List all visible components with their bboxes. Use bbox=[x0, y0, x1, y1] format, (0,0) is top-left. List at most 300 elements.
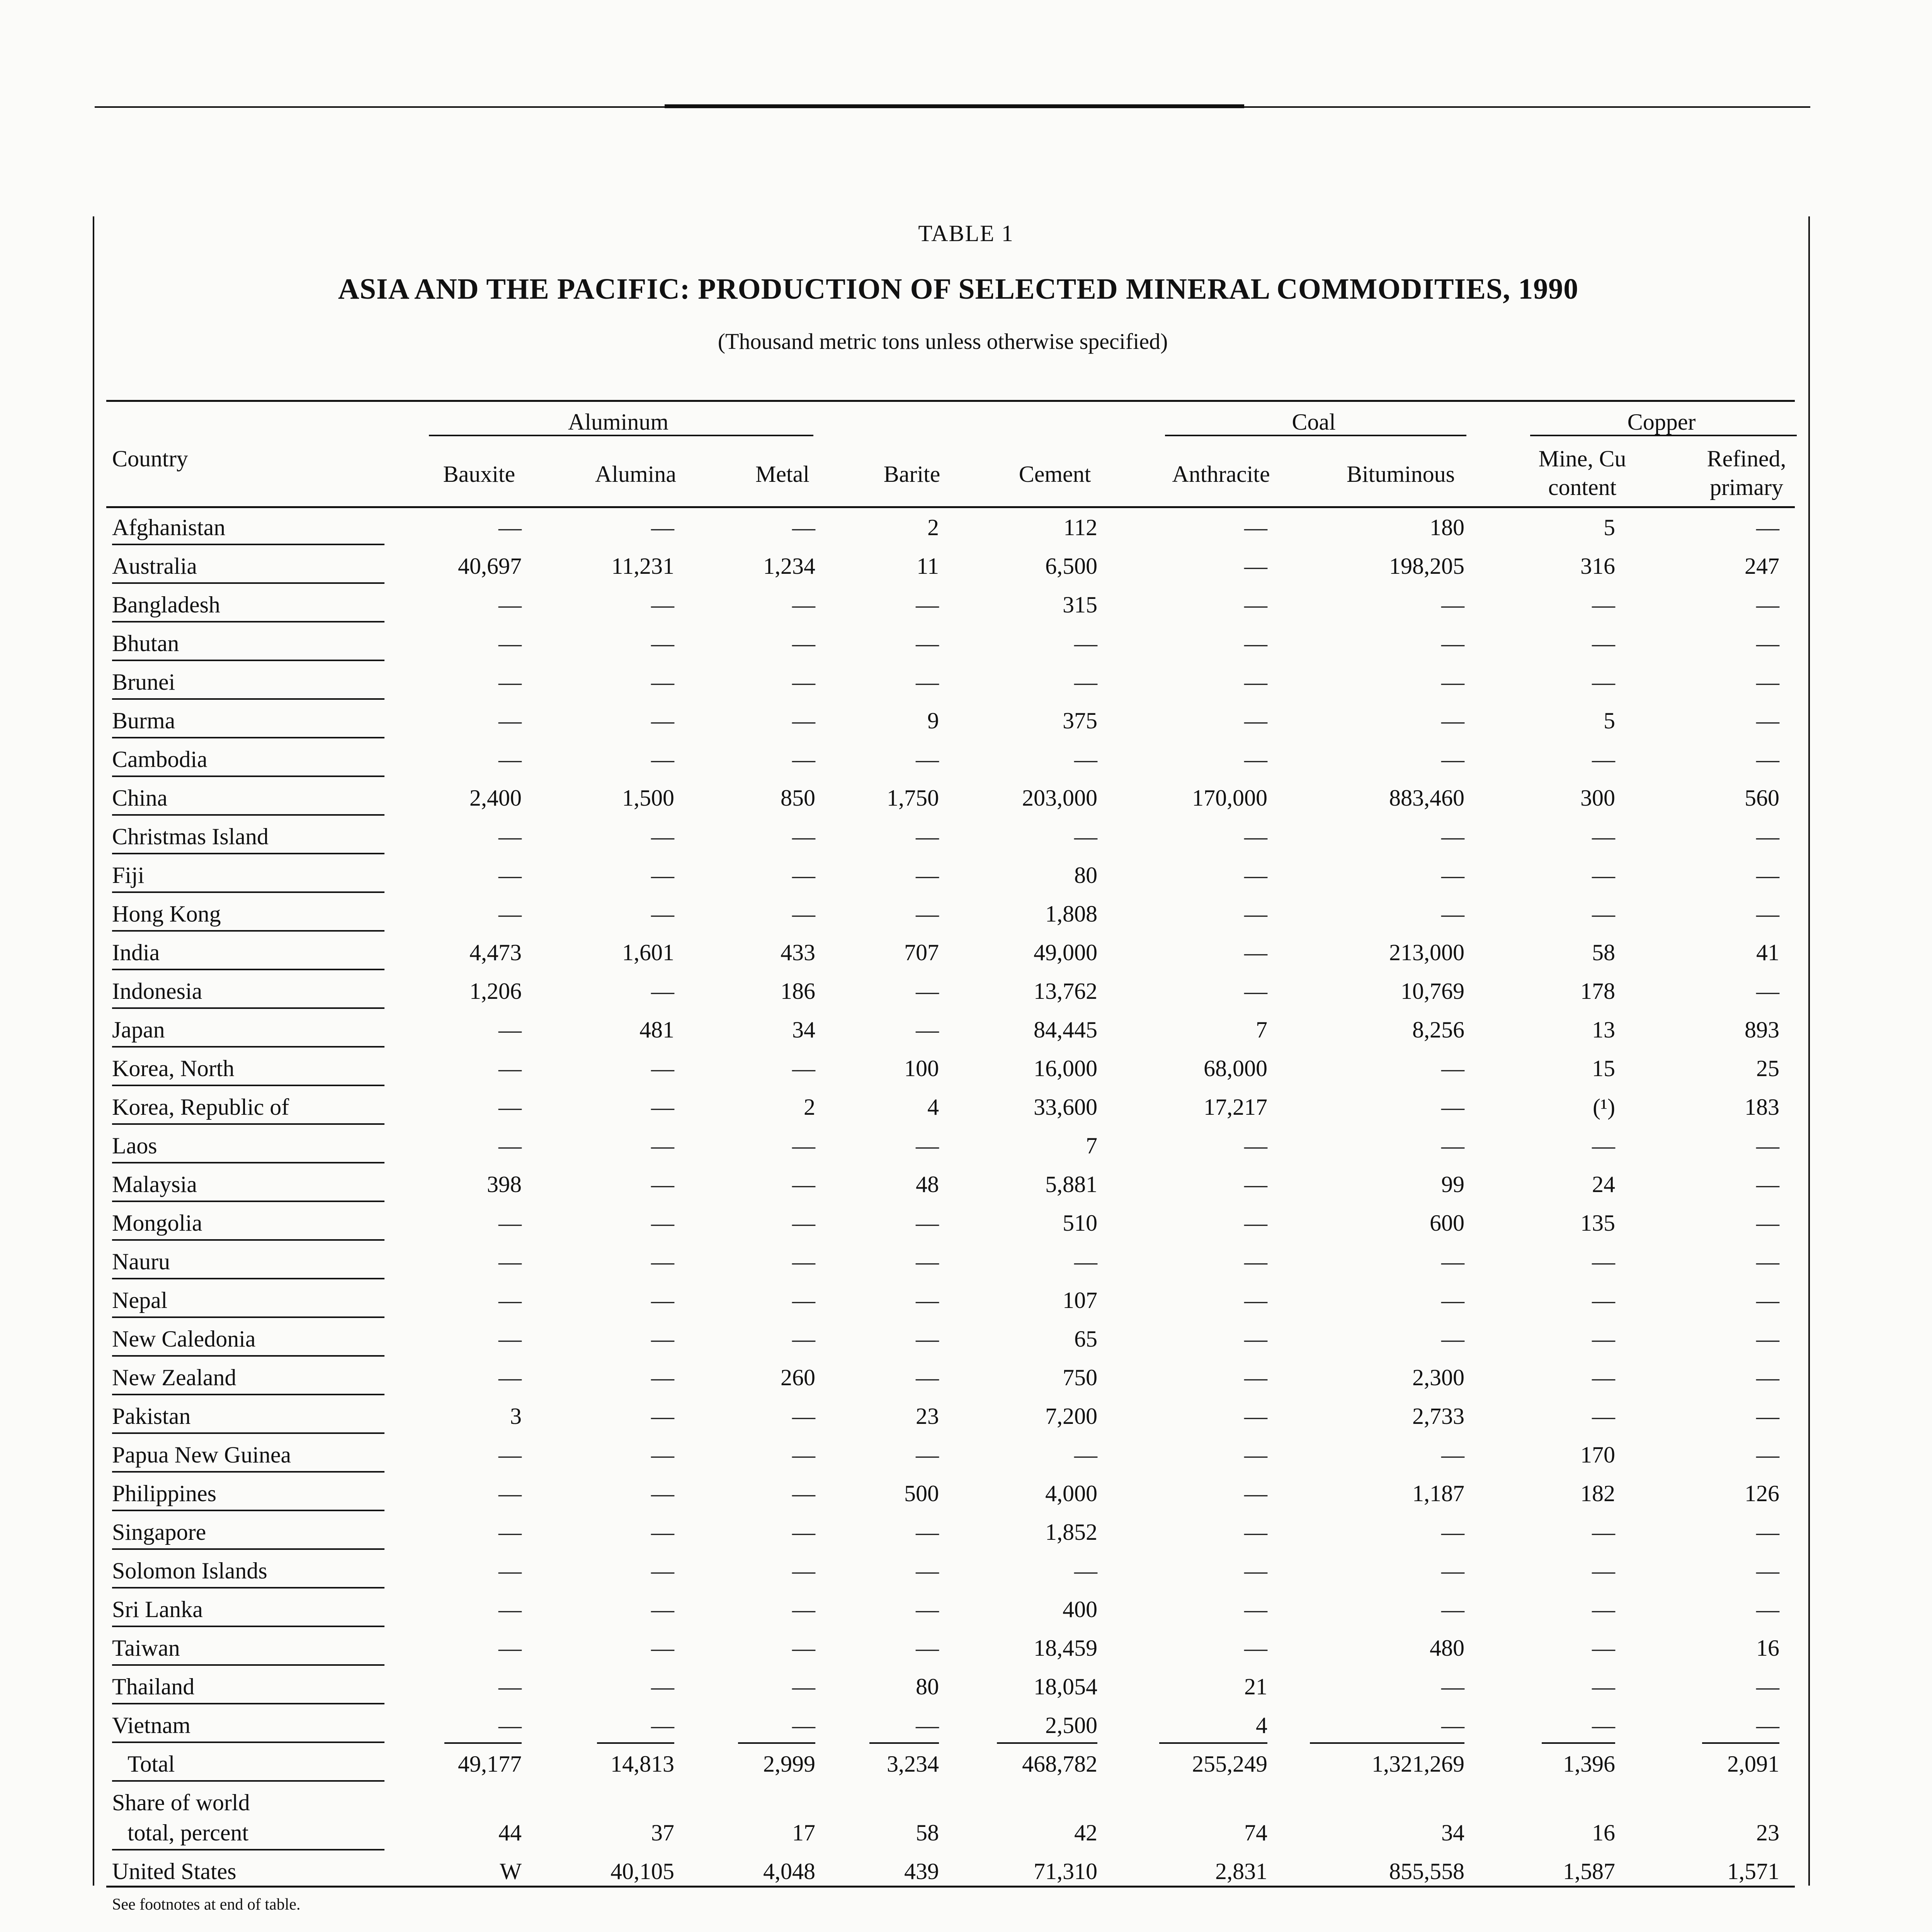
table-row-cell: — bbox=[916, 1133, 939, 1158]
table-row-cell: 84,445 bbox=[1034, 1017, 1097, 1043]
table-row-cell: — bbox=[1441, 1674, 1464, 1699]
table-row-cell: 40,697 bbox=[458, 553, 522, 579]
table-row-cell: 198,205 bbox=[1389, 553, 1464, 579]
country-underline bbox=[112, 1239, 384, 1241]
country-underline bbox=[112, 698, 384, 700]
table-row-cell: — bbox=[651, 824, 674, 849]
table-label: TABLE 1 bbox=[918, 221, 1014, 246]
country-name: Vietnam bbox=[112, 1713, 190, 1738]
table-row-cell: — bbox=[1244, 553, 1267, 579]
table-row-cell: 13 bbox=[1592, 1017, 1615, 1043]
table-row-cell: — bbox=[1441, 1442, 1464, 1468]
table-row-cell: — bbox=[916, 1249, 939, 1274]
table-row-cell: — bbox=[498, 1365, 522, 1390]
table-row-cell: 4 bbox=[1256, 1713, 1267, 1738]
table-row-cell: — bbox=[916, 1519, 939, 1545]
country-underline bbox=[112, 1123, 384, 1125]
table-row-cell: — bbox=[792, 1326, 815, 1352]
table-row-cell: 260 bbox=[781, 1365, 815, 1390]
country-name: Pakistan bbox=[112, 1403, 191, 1429]
table-row-cell: — bbox=[1244, 940, 1267, 965]
share-row-cell: 37 bbox=[651, 1820, 674, 1845]
table-row-cell: 65 bbox=[1074, 1326, 1097, 1352]
table-row-cell: 18,054 bbox=[1034, 1674, 1097, 1699]
table-row-cell: 707 bbox=[904, 940, 939, 965]
table-row-cell: — bbox=[1592, 862, 1615, 888]
table-row-cell: — bbox=[1244, 515, 1267, 540]
table-row-cell: 5,881 bbox=[1045, 1172, 1097, 1197]
total-rule bbox=[597, 1742, 674, 1744]
table-row-cell: 180 bbox=[1430, 515, 1464, 540]
table-row-cell: — bbox=[651, 1635, 674, 1661]
table-row-cell: — bbox=[651, 1558, 674, 1583]
table-row-cell: — bbox=[1756, 1597, 1779, 1622]
table-row-cell: — bbox=[1244, 1365, 1267, 1390]
group-header-coal: Coal bbox=[1292, 409, 1336, 435]
table-row-cell: — bbox=[651, 1210, 674, 1236]
table-row-cell: — bbox=[498, 1674, 522, 1699]
table-row-cell: — bbox=[792, 1442, 815, 1468]
country-underline bbox=[112, 1432, 384, 1434]
table-row-cell: — bbox=[792, 592, 815, 617]
table-row-cell: — bbox=[651, 1287, 674, 1313]
table-row-cell: 170,000 bbox=[1192, 785, 1267, 811]
country-name: Thailand bbox=[112, 1674, 195, 1699]
table-row-cell: — bbox=[1441, 1094, 1464, 1120]
table-row-cell: — bbox=[498, 1519, 522, 1545]
country-name: Nauru bbox=[112, 1249, 170, 1274]
country-underline bbox=[112, 1201, 384, 1202]
table-row-cell: — bbox=[1244, 1442, 1267, 1468]
table-row-cell: — bbox=[916, 1635, 939, 1661]
table-row-cell: — bbox=[1441, 592, 1464, 617]
table-row-cell: — bbox=[1441, 747, 1464, 772]
united-states-label: United States bbox=[112, 1859, 236, 1884]
table-row-cell: 182 bbox=[1580, 1481, 1615, 1506]
country-underline bbox=[112, 544, 384, 545]
table-row-cell: 126 bbox=[1745, 1481, 1779, 1506]
table-row-cell: — bbox=[1441, 1326, 1464, 1352]
table-row-cell: — bbox=[916, 978, 939, 1004]
table-row-cell: — bbox=[1441, 1519, 1464, 1545]
table-row-cell: — bbox=[1592, 592, 1615, 617]
table-row-cell: — bbox=[1756, 1403, 1779, 1429]
table-row-cell: — bbox=[916, 669, 939, 695]
table-row-cell: — bbox=[916, 1597, 939, 1622]
table-row-cell: — bbox=[651, 1326, 674, 1352]
table-footnote: See footnotes at end of table. bbox=[112, 1896, 301, 1913]
table-row-cell: 1,234 bbox=[763, 553, 815, 579]
table-row-cell: — bbox=[498, 1713, 522, 1738]
table-row-cell: — bbox=[1756, 592, 1779, 617]
column-header-alumina: Alumina bbox=[595, 461, 676, 487]
table-row-cell: — bbox=[1592, 1249, 1615, 1274]
country-name: India bbox=[112, 940, 160, 965]
country-name: Laos bbox=[112, 1133, 157, 1158]
table-row-cell: — bbox=[651, 515, 674, 540]
table-row-cell: — bbox=[1244, 1597, 1267, 1622]
share-label-line1: Share of world bbox=[112, 1790, 250, 1815]
table-row-cell: — bbox=[498, 1249, 522, 1274]
column-header-copper-refined bbox=[1707, 444, 1786, 502]
table-row-cell: 750 bbox=[1063, 1365, 1097, 1390]
column-header-barite: Barite bbox=[883, 461, 940, 487]
table-row-cell: — bbox=[1244, 1210, 1267, 1236]
table-row-cell: — bbox=[651, 1249, 674, 1274]
table-row-cell: 2,500 bbox=[1045, 1713, 1097, 1738]
share-row-cell: 34 bbox=[1441, 1820, 1464, 1845]
table-row-cell: 99 bbox=[1441, 1172, 1464, 1197]
united-states-row-cell: 2,831 bbox=[1215, 1859, 1267, 1884]
table-row-cell: — bbox=[916, 592, 939, 617]
country-name: Afghanistan bbox=[112, 515, 226, 540]
table-row-cell: — bbox=[792, 1635, 815, 1661]
table-row-cell: 34 bbox=[792, 1017, 815, 1043]
table-row-cell: — bbox=[1756, 1674, 1779, 1699]
table-row-cell: 107 bbox=[1063, 1287, 1097, 1313]
table-row-cell: — bbox=[792, 1481, 815, 1506]
country-name: Nepal bbox=[112, 1287, 168, 1313]
table-row-cell: — bbox=[1592, 1326, 1615, 1352]
table-row-cell: 16 bbox=[1756, 1635, 1779, 1661]
table-row-cell: — bbox=[1244, 1287, 1267, 1313]
country-underline bbox=[112, 853, 384, 854]
table-row-cell: — bbox=[792, 1210, 815, 1236]
table-row-cell: 186 bbox=[781, 978, 815, 1004]
table-row-cell: — bbox=[1441, 1558, 1464, 1583]
table-row-cell: — bbox=[1441, 669, 1464, 695]
total-row-cell: 1,321,269 bbox=[1372, 1751, 1464, 1777]
table-row-cell: 300 bbox=[1580, 785, 1615, 811]
table-row-cell: — bbox=[792, 631, 815, 656]
country-name: Singapore bbox=[112, 1519, 206, 1545]
country-name: Korea, Republic of bbox=[112, 1094, 289, 1120]
united-states-row-cell: 71,310 bbox=[1034, 1859, 1097, 1884]
table-row-cell: — bbox=[498, 1326, 522, 1352]
table-row-cell: — bbox=[498, 824, 522, 849]
share-row-cell: 44 bbox=[498, 1820, 522, 1845]
table-row-cell: — bbox=[1244, 708, 1267, 733]
table-row-cell: — bbox=[498, 592, 522, 617]
table-row-cell: 7 bbox=[1256, 1017, 1267, 1043]
table-row-cell: 13,762 bbox=[1034, 978, 1097, 1004]
country-name: Mongolia bbox=[112, 1210, 202, 1236]
table-row-cell: 1,852 bbox=[1045, 1519, 1097, 1545]
table-bottom-rule bbox=[106, 1886, 1795, 1888]
table-row-cell: 7,200 bbox=[1045, 1403, 1097, 1429]
table-row-cell: — bbox=[498, 515, 522, 540]
country-underline bbox=[112, 1316, 384, 1318]
table-row-cell: — bbox=[916, 1558, 939, 1583]
table-row-cell: — bbox=[792, 1597, 815, 1622]
total-row-cell: 1,396 bbox=[1563, 1751, 1615, 1777]
country-underline bbox=[112, 891, 384, 893]
table-row-cell: — bbox=[498, 1481, 522, 1506]
country-name: New Caledonia bbox=[112, 1326, 256, 1352]
table-row-cell: — bbox=[1074, 1249, 1097, 1274]
table-row-cell: 213,000 bbox=[1389, 940, 1464, 965]
table-row-cell: 2 bbox=[927, 515, 939, 540]
share-row-cell: 74 bbox=[1244, 1820, 1267, 1845]
table-row-cell: — bbox=[916, 747, 939, 772]
table-row-cell: — bbox=[651, 1481, 674, 1506]
total-rule bbox=[444, 1742, 522, 1744]
country-underline bbox=[112, 1703, 384, 1704]
table-row-cell: — bbox=[1441, 1713, 1464, 1738]
table-row-cell: — bbox=[1074, 1558, 1097, 1583]
table-row-cell: 883,460 bbox=[1389, 785, 1464, 811]
table-row-cell: 33,600 bbox=[1034, 1094, 1097, 1120]
table-row-cell: — bbox=[651, 708, 674, 733]
table-row-cell: — bbox=[792, 1519, 815, 1545]
table-row-cell: — bbox=[792, 669, 815, 695]
table-row-cell: — bbox=[1592, 1365, 1615, 1390]
table-row-cell: — bbox=[1441, 1056, 1464, 1081]
table-row-cell: 112 bbox=[1063, 515, 1097, 540]
top-rule-thick bbox=[665, 104, 1244, 108]
table-row-cell: — bbox=[1244, 862, 1267, 888]
table-row-cell: — bbox=[1441, 1133, 1464, 1158]
table-row-cell: 48 bbox=[916, 1172, 939, 1197]
table-row-cell: 17,217 bbox=[1204, 1094, 1267, 1120]
table-row-cell: — bbox=[1756, 1249, 1779, 1274]
table-row-cell: — bbox=[1592, 1597, 1615, 1622]
table-row-cell: — bbox=[1441, 708, 1464, 733]
table-row-cell: — bbox=[1244, 747, 1267, 772]
country-name: Fiji bbox=[112, 862, 145, 888]
table-row-cell: — bbox=[1441, 1249, 1464, 1274]
header-bottom-rule bbox=[106, 506, 1795, 508]
table-row-cell: — bbox=[1592, 1133, 1615, 1158]
table-row-cell: — bbox=[792, 824, 815, 849]
table-row-cell: 2,300 bbox=[1412, 1365, 1464, 1390]
table-row-cell: — bbox=[1592, 1403, 1615, 1429]
table-row-cell: 481 bbox=[639, 1017, 674, 1043]
country-name: Australia bbox=[112, 553, 197, 579]
total-row-cell: 2,091 bbox=[1727, 1751, 1779, 1777]
table-row-cell: — bbox=[651, 1442, 674, 1468]
united-states-row-cell: 1,587 bbox=[1563, 1859, 1615, 1884]
country-name: Malaysia bbox=[112, 1172, 197, 1197]
table-row-cell: 1,808 bbox=[1045, 901, 1097, 927]
table-row-cell: — bbox=[1592, 669, 1615, 695]
table-row-cell: 400 bbox=[1063, 1597, 1097, 1622]
table-row-cell: — bbox=[792, 747, 815, 772]
united-states-row-cell: 855,558 bbox=[1389, 1859, 1464, 1884]
table-row-cell: — bbox=[651, 1403, 674, 1429]
total-rule bbox=[1702, 1742, 1779, 1744]
table-row-cell: — bbox=[916, 1017, 939, 1043]
share-underline bbox=[112, 1849, 384, 1850]
country-underline bbox=[112, 1394, 384, 1395]
country-underline bbox=[112, 776, 384, 777]
table-row-cell: 893 bbox=[1745, 1017, 1779, 1043]
table-row-cell: — bbox=[792, 1133, 815, 1158]
table-row-cell: — bbox=[1244, 901, 1267, 927]
country-underline bbox=[112, 1664, 384, 1666]
total-underline bbox=[112, 1780, 384, 1782]
table-row-cell: 1,500 bbox=[622, 785, 674, 811]
table-row-cell: — bbox=[1592, 1713, 1615, 1738]
table-row-cell: 4 bbox=[927, 1094, 939, 1120]
table-row-cell: 1,750 bbox=[887, 785, 939, 811]
united-states-row-cell: 1,571 bbox=[1727, 1859, 1779, 1884]
table-row-cell: — bbox=[792, 515, 815, 540]
table-row-cell: — bbox=[651, 1674, 674, 1699]
group-header-aluminum: Aluminum bbox=[568, 409, 669, 435]
table-row-cell: 18,459 bbox=[1034, 1635, 1097, 1661]
table-row-cell: — bbox=[792, 1056, 815, 1081]
table-row-cell: 11 bbox=[917, 553, 939, 579]
column-header-cement: Cement bbox=[1019, 461, 1091, 487]
table-row-cell: — bbox=[792, 1172, 815, 1197]
country-name: Philippines bbox=[112, 1481, 217, 1506]
share-row-cell: 42 bbox=[1074, 1820, 1097, 1845]
table-row-cell: — bbox=[1592, 747, 1615, 772]
table-row-cell: 600 bbox=[1430, 1210, 1464, 1236]
table-row-cell: 480 bbox=[1430, 1635, 1464, 1661]
country-underline bbox=[112, 969, 384, 970]
table-row-cell: 5 bbox=[1604, 708, 1615, 733]
table-row-cell: — bbox=[792, 1558, 815, 1583]
table-row-cell: 5 bbox=[1604, 515, 1615, 540]
table-subtitle: (Thousand metric tons unless otherwise specified) bbox=[718, 329, 1168, 354]
column-header-anthracite: Anthracite bbox=[1172, 461, 1270, 487]
table-row-cell: — bbox=[1244, 1403, 1267, 1429]
country-name: China bbox=[112, 785, 168, 811]
table-row-cell: 23 bbox=[916, 1403, 939, 1429]
table-row-cell: 21 bbox=[1244, 1674, 1267, 1699]
table-row-cell: — bbox=[1756, 1326, 1779, 1352]
table-row-cell: 135 bbox=[1580, 1210, 1615, 1236]
table-left-border bbox=[93, 216, 94, 1886]
table-row-cell: — bbox=[792, 1403, 815, 1429]
table-row-cell: — bbox=[916, 1442, 939, 1468]
table-row-cell: 1,206 bbox=[469, 978, 522, 1004]
table-row-cell: 316 bbox=[1580, 553, 1615, 579]
table-row-cell: — bbox=[916, 1210, 939, 1236]
country-underline bbox=[112, 1085, 384, 1086]
table-row-cell: — bbox=[498, 901, 522, 927]
table-row-cell: 500 bbox=[904, 1481, 939, 1506]
table-row-cell: 398 bbox=[487, 1172, 522, 1197]
table-row-cell: — bbox=[1244, 1519, 1267, 1545]
table-row-cell: — bbox=[1244, 592, 1267, 617]
table-row-cell: 247 bbox=[1745, 553, 1779, 579]
table-row-cell: — bbox=[498, 631, 522, 656]
country-underline bbox=[112, 621, 384, 622]
table-row-cell: — bbox=[916, 824, 939, 849]
table-row-cell: — bbox=[498, 1210, 522, 1236]
country-underline bbox=[112, 1548, 384, 1550]
table-row-cell: — bbox=[651, 978, 674, 1004]
table-row-cell: — bbox=[792, 1674, 815, 1699]
table-row-cell: 9 bbox=[927, 708, 939, 733]
country-underline bbox=[112, 1510, 384, 1511]
total-rule bbox=[869, 1742, 939, 1744]
country-underline bbox=[112, 1007, 384, 1009]
total-row-cell: 468,782 bbox=[1022, 1751, 1097, 1777]
country-name: Korea, North bbox=[112, 1056, 235, 1081]
table-row-cell: — bbox=[1074, 747, 1097, 772]
table-row-cell: — bbox=[1244, 1481, 1267, 1506]
table-row-cell: 15 bbox=[1592, 1056, 1615, 1081]
table-row-cell: 58 bbox=[1592, 940, 1615, 965]
country-name: Brunei bbox=[112, 669, 175, 695]
country-underline bbox=[112, 1162, 384, 1163]
table-row-cell: — bbox=[1074, 824, 1097, 849]
table-row-cell: — bbox=[498, 1442, 522, 1468]
table-row-cell: — bbox=[1756, 1210, 1779, 1236]
table-row-cell: — bbox=[1441, 1287, 1464, 1313]
table-row-cell: — bbox=[651, 1519, 674, 1545]
total-rule bbox=[738, 1742, 815, 1744]
share-label-line2: total, percent bbox=[128, 1820, 249, 1845]
country-name: Cambodia bbox=[112, 747, 207, 772]
country-name: New Zealand bbox=[112, 1365, 236, 1390]
table-row-cell: 3 bbox=[510, 1403, 522, 1429]
column-header-bauxite: Bauxite bbox=[443, 461, 515, 487]
table-row-cell: 2,400 bbox=[469, 785, 522, 811]
share-row-cell: 23 bbox=[1756, 1820, 1779, 1845]
table-row-cell: — bbox=[1756, 901, 1779, 927]
column-header-bituminous: Bituminous bbox=[1346, 461, 1455, 487]
table-row-cell: — bbox=[1592, 824, 1615, 849]
table-row-cell: — bbox=[651, 669, 674, 695]
table-row-cell: — bbox=[1441, 862, 1464, 888]
total-rule bbox=[997, 1742, 1097, 1744]
column-header-country: Country bbox=[112, 446, 188, 471]
united-states-row-cell: 4,048 bbox=[763, 1859, 815, 1884]
country-name: Indonesia bbox=[112, 978, 202, 1004]
table-row-cell: 1,187 bbox=[1412, 1481, 1464, 1506]
table-row-cell: — bbox=[1244, 1558, 1267, 1583]
table-row-cell: — bbox=[1756, 978, 1779, 1004]
table-row-cell: — bbox=[1756, 1365, 1779, 1390]
country-underline bbox=[112, 814, 384, 816]
table-row-cell: — bbox=[1756, 1713, 1779, 1738]
country-underline bbox=[112, 1278, 384, 1279]
table-right-border bbox=[1808, 216, 1810, 1886]
country-name: Solomon Islands bbox=[112, 1558, 267, 1583]
table-row-cell: — bbox=[1756, 1133, 1779, 1158]
table-row-cell: — bbox=[1592, 1674, 1615, 1699]
table-row-cell: 2,733 bbox=[1412, 1403, 1464, 1429]
country-name: Bangladesh bbox=[112, 592, 220, 617]
table-row-cell: — bbox=[792, 901, 815, 927]
table-row-cell: — bbox=[1756, 1442, 1779, 1468]
table-row-cell: — bbox=[651, 901, 674, 927]
table-row-cell: — bbox=[1592, 631, 1615, 656]
table-row-cell: 80 bbox=[916, 1674, 939, 1699]
total-row-cell: 3,234 bbox=[887, 1751, 939, 1777]
table-row-cell: — bbox=[651, 1172, 674, 1197]
table-row-cell: 49,000 bbox=[1034, 940, 1097, 965]
table-row-cell: — bbox=[1244, 1249, 1267, 1274]
table-row-cell: 1,601 bbox=[622, 940, 674, 965]
total-row-cell: 49,177 bbox=[458, 1751, 522, 1777]
table-row-cell: — bbox=[1756, 631, 1779, 656]
country-underline bbox=[112, 1355, 384, 1357]
table-row-cell: — bbox=[1441, 901, 1464, 927]
total-row-cell: 255,249 bbox=[1192, 1751, 1267, 1777]
table-row-cell: — bbox=[1756, 862, 1779, 888]
table-row-cell: — bbox=[1244, 1635, 1267, 1661]
table-row-cell: — bbox=[498, 708, 522, 733]
total-label: Total bbox=[128, 1751, 175, 1777]
table-row-cell: — bbox=[651, 1094, 674, 1120]
table-row-cell: — bbox=[1244, 1133, 1267, 1158]
